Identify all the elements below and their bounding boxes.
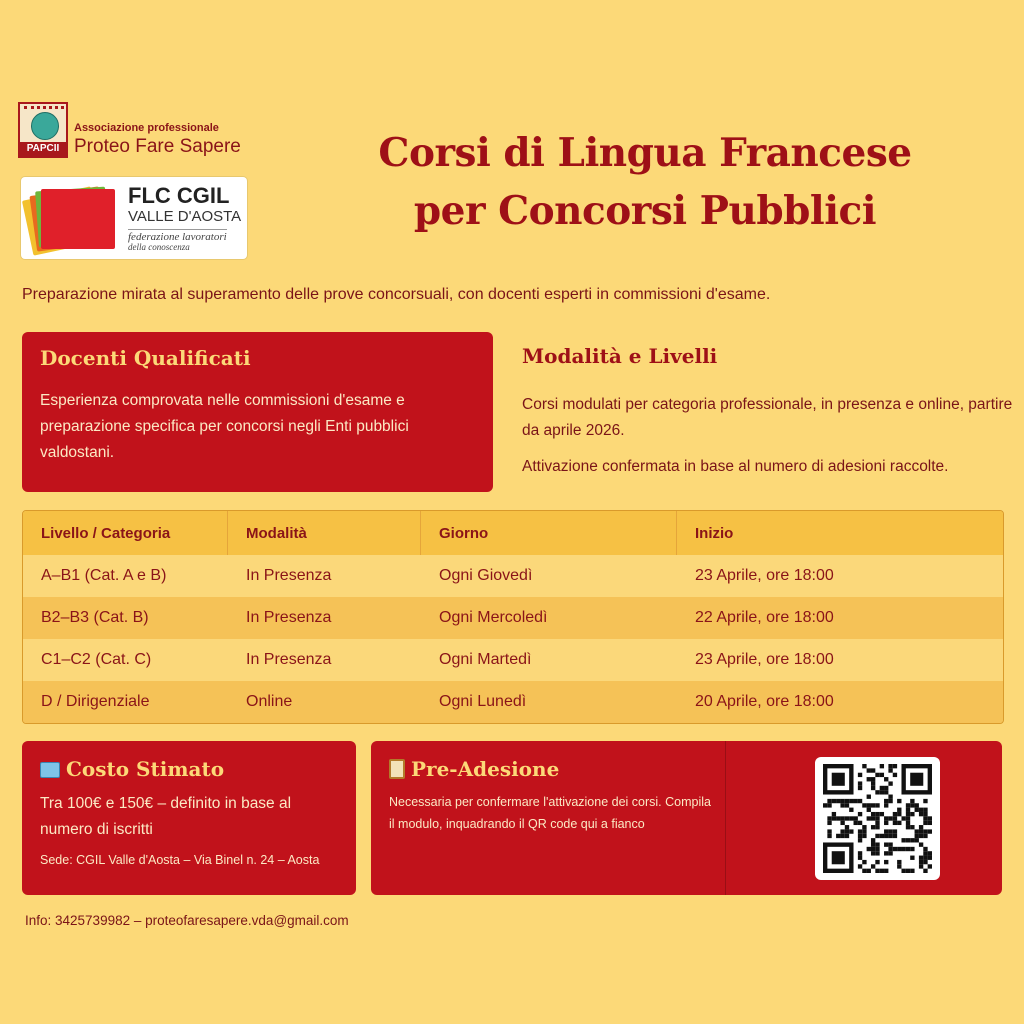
costo-sede: Sede: CGIL Valle d'Aosta – Via Binel n. 24 – Aosta xyxy=(40,853,320,867)
docenti-text: Esperienza comprovata nelle commissioni d'esame e preparazione specifica per concorsi negli Enti pubblici valdostani. xyxy=(40,392,409,461)
column-header-inizio: Inizio xyxy=(695,524,734,542)
cell-modalita: In Presenza xyxy=(246,609,332,626)
table-header-row xyxy=(23,511,1003,555)
modalita-activation-text: Attivazione confermata in base al numero di adesioni raccolte. xyxy=(522,458,949,475)
cell-giorno: Ogni Martedì xyxy=(439,651,532,668)
card-divider xyxy=(725,741,726,895)
flc-flags-icon xyxy=(27,185,117,251)
money-icon xyxy=(40,762,60,778)
cell-livello: C1–C2 (Cat. C) xyxy=(41,651,152,668)
preadesione-card xyxy=(371,741,1002,895)
costo-title: Costo Stimato xyxy=(66,757,225,781)
cell-inizio: 22 Aprile, ore 18:00 xyxy=(695,609,834,626)
modalita-title: Modalità e Livelli xyxy=(522,344,718,368)
cell-modalita: Online xyxy=(246,693,293,710)
cell-giorno: Ogni Lunedì xyxy=(439,693,527,710)
proteo-subtitle: Associazione professionale xyxy=(74,122,219,134)
cell-inizio: 20 Aprile, ore 18:00 xyxy=(695,693,834,710)
column-header-livello: Livello / Categoria xyxy=(23,511,228,555)
footer-info: Info: 3425739982 – proteofaresapere.vda@gmail.com xyxy=(25,913,349,928)
cell-modalita: In Presenza xyxy=(246,567,332,584)
modalita-text: Corsi modulati per categoria professionale, in presenza e online, partire da aprile 2026. xyxy=(522,396,1013,439)
cell-inizio: 23 Aprile, ore 18:00 xyxy=(695,651,834,668)
title-line-1: Corsi di Lingua Francese xyxy=(378,130,912,176)
preadesione-text: Necessaria per confermare l'attivazione dei corsi. Compila il modulo, inquadrando il QR code qui a fianco xyxy=(389,795,711,831)
page-title xyxy=(290,124,1000,240)
cell-livello: A–B1 (Cat. A e B) xyxy=(41,567,167,584)
qr-code-icon xyxy=(823,764,932,873)
preadesione-title: Pre-Adesione xyxy=(411,757,560,781)
table-row xyxy=(23,681,1003,723)
column-header-giorno: Giorno xyxy=(421,511,677,555)
cell-livello: D / Dirigenziale xyxy=(41,693,150,710)
title-line-2: per Concorsi Pubblici xyxy=(413,188,877,234)
flc-cgil-logo xyxy=(21,177,247,259)
table-row xyxy=(23,639,1003,681)
docenti-title: Docenti Qualificati xyxy=(40,346,251,370)
cell-giorno: Ogni Mercoledì xyxy=(439,609,548,626)
courses-table xyxy=(22,510,1004,724)
costo-title-row xyxy=(40,757,338,781)
flc-subtitle: VALLE D'AOSTA xyxy=(128,208,242,225)
cell-livello: B2–B3 (Cat. B) xyxy=(41,609,149,626)
flc-title: FLC CGIL xyxy=(128,183,230,208)
flc-tagline: federazione lavoratori xyxy=(128,231,227,243)
proteo-emblem-code: PAPCII xyxy=(20,142,66,156)
clipboard-icon xyxy=(389,759,405,779)
table-row xyxy=(23,555,1003,597)
cell-modalita: In Presenza xyxy=(246,651,332,668)
table-row xyxy=(23,597,1003,639)
costo-card xyxy=(22,741,356,895)
flc-tagline-2: della conoscenza xyxy=(128,242,190,252)
costo-text: Tra 100€ e 150€ – definito in base al numero di iscritti xyxy=(40,795,292,838)
proteo-fare-sapere-logo xyxy=(18,100,278,160)
modalita-section xyxy=(522,344,1022,476)
docenti-card xyxy=(22,332,493,492)
cell-inizio: 23 Aprile, ore 18:00 xyxy=(695,567,834,584)
column-header-modalita: Modalità xyxy=(228,511,421,555)
proteo-name: Proteo Fare Sapere xyxy=(74,136,241,157)
proteo-emblem-icon xyxy=(18,102,68,158)
qr-code[interactable] xyxy=(815,757,940,880)
intro-text: Preparazione mirata al superamento delle prove concorsuali, con docenti esperti in commissioni d'esame. xyxy=(22,286,771,303)
cell-giorno: Ogni Giovedì xyxy=(439,567,533,584)
